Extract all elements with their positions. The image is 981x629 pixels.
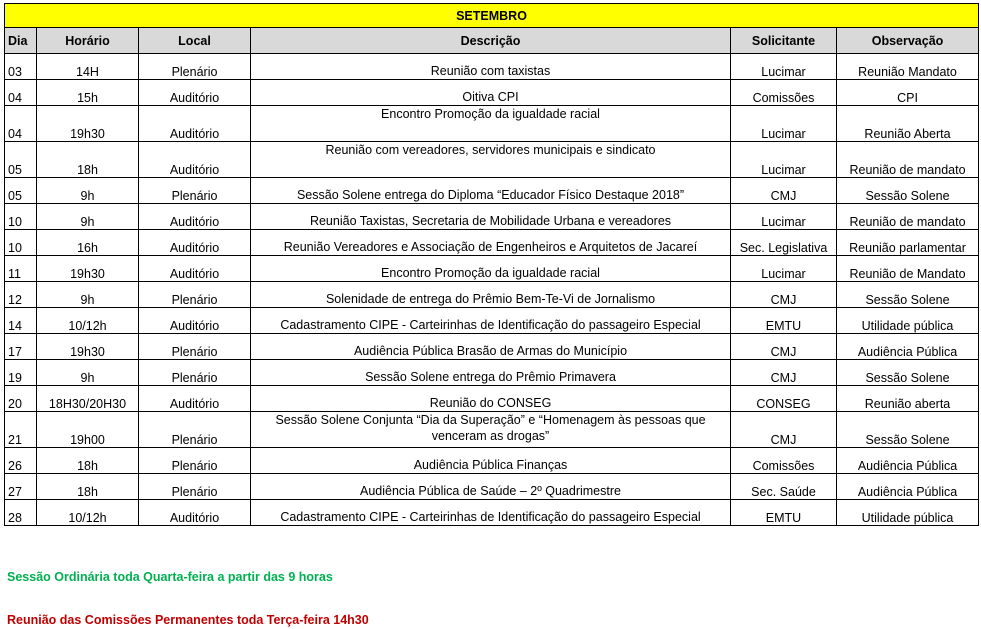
description-line: Oitiva CPI [462, 90, 519, 104]
observation-cell: Reunião Aberta [837, 106, 979, 142]
header-place: Local [139, 28, 251, 54]
header-observation: Observação [837, 28, 979, 54]
observation-cell: Reunião de mandato [837, 142, 979, 178]
day-cell: 17 [5, 334, 37, 360]
requester-cell: EMTU [731, 308, 837, 334]
place-cell: Plenário [139, 334, 251, 360]
place-cell: Plenário [139, 448, 251, 474]
description-line: Solenidade de entrega do Prêmio Bem-Te-Vi de Jornalismo [325, 292, 656, 306]
time-cell: 18H30/20H30 [37, 386, 139, 412]
time-cell: 10/12h [37, 500, 139, 526]
day-cell: 12 [5, 282, 37, 308]
table-row [5, 412, 979, 448]
time-cell: 18h [37, 142, 139, 178]
place-cell: Plenário [139, 178, 251, 204]
description-cell [251, 360, 731, 386]
description-line: Reunião Vereadores e Associação de Engenheiros e Arquitetos de Jacareí [283, 240, 698, 254]
month-title: SETEMBRO [5, 4, 979, 28]
requester-cell: CMJ [731, 360, 837, 386]
description-cell [251, 178, 731, 204]
place-cell: Auditório [139, 500, 251, 526]
description-cell [251, 54, 731, 80]
description-cell [251, 80, 731, 106]
requester-cell: Lucimar [731, 106, 837, 142]
description-cell [251, 500, 731, 526]
place-cell: Auditório [139, 142, 251, 178]
time-cell: 18h [37, 474, 139, 500]
requester-cell: CMJ [731, 282, 837, 308]
time-cell: 19h30 [37, 334, 139, 360]
requester-cell: Lucimar [731, 54, 837, 80]
requester-cell: Sec. Saúde [731, 474, 837, 500]
place-cell: Auditório [139, 204, 251, 230]
description-line: Reunião do CONSEG [429, 396, 552, 410]
place-cell: Plenário [139, 474, 251, 500]
time-cell: 10/12h [37, 308, 139, 334]
description-line: Cadastramento CIPE - Carteirinhas de Identificação do passageiro Especial [280, 510, 701, 524]
day-cell: 27 [5, 474, 37, 500]
day-cell: 10 [5, 230, 37, 256]
table-row [5, 256, 979, 282]
day-cell: 05 [5, 142, 37, 178]
observation-cell: Audiência Pública [837, 448, 979, 474]
place-cell: Auditório [139, 106, 251, 142]
time-cell: 19h30 [37, 256, 139, 282]
requester-cell: CMJ [731, 178, 837, 204]
day-cell: 04 [5, 106, 37, 142]
description-cell [251, 474, 731, 500]
month-row [5, 4, 979, 28]
table-row [5, 474, 979, 500]
schedule-table [4, 3, 979, 526]
description-line: Reunião Taxistas, Secretaria de Mobilidade Urbana e vereadores [309, 214, 672, 228]
day-cell: 05 [5, 178, 37, 204]
observation-cell: Reunião aberta [837, 386, 979, 412]
description-cell [251, 256, 731, 282]
table-row [5, 80, 979, 106]
day-cell: 03 [5, 54, 37, 80]
observation-cell: Sessão Solene [837, 282, 979, 308]
place-cell: Auditório [139, 256, 251, 282]
description-line: Reunião com vereadores, servidores municipais e sindicato [325, 143, 656, 157]
description-line: Audiência Pública de Saúde – 2º Quadrimestre [360, 484, 621, 498]
table-row [5, 308, 979, 334]
day-cell: 04 [5, 80, 37, 106]
observation-cell: Sessão Solene [837, 360, 979, 386]
requester-cell: Lucimar [731, 256, 837, 282]
header-time: Horário [37, 28, 139, 54]
time-cell: 19h00 [37, 412, 139, 448]
description-line: Sessão Solene entrega do Diploma “Educador Físico Destaque 2018” [296, 188, 685, 202]
schedule-body [5, 54, 979, 526]
day-cell: 14 [5, 308, 37, 334]
place-cell: Auditório [139, 308, 251, 334]
description-cell [251, 412, 731, 448]
place-cell: Plenário [139, 282, 251, 308]
time-cell: 9h [37, 282, 139, 308]
table-row [5, 106, 979, 142]
description-cell [251, 282, 731, 308]
day-cell: 10 [5, 204, 37, 230]
committees-meeting-note: Reunião das Comissões Permanentes toda Terça-feira 14h30 [7, 613, 369, 627]
requester-cell: CMJ [731, 412, 837, 448]
requester-cell: Lucimar [731, 142, 837, 178]
time-cell: 15h [37, 80, 139, 106]
time-cell: 9h [37, 204, 139, 230]
table-row [5, 230, 979, 256]
header-description: Descrição [251, 28, 731, 54]
description-line: Audiência Pública Finanças [413, 458, 568, 472]
description-cell [251, 448, 731, 474]
observation-cell: Reunião de Mandato [837, 256, 979, 282]
plenary-session-note: Sessão Ordinária toda Quarta-feira a partir das 9 horas [7, 570, 333, 584]
description-cell [251, 386, 731, 412]
place-cell: Plenário [139, 412, 251, 448]
requester-cell: Comissões [731, 80, 837, 106]
description-line: venceram as drogas” [431, 429, 550, 443]
table-row [5, 386, 979, 412]
day-cell: 28 [5, 500, 37, 526]
observation-cell: CPI [837, 80, 979, 106]
observation-cell: Reunião de mandato [837, 204, 979, 230]
description-line: Reunião com taxistas [430, 64, 551, 78]
description-line: Sessão Solene Conjunta “Dia da Superação” e “Homenagem às pessoas que [275, 413, 706, 427]
day-cell: 20 [5, 386, 37, 412]
day-cell: 19 [5, 360, 37, 386]
day-cell: 26 [5, 448, 37, 474]
table-row [5, 448, 979, 474]
observation-cell: Sessão Solene [837, 178, 979, 204]
description-line: Encontro Promoção da igualdade racial [381, 266, 600, 280]
time-cell: 19h30 [37, 106, 139, 142]
requester-cell: Lucimar [731, 204, 837, 230]
description-line: Sessão Solene entrega do Prêmio Primavera [365, 370, 616, 384]
table-row [5, 334, 979, 360]
place-cell: Auditório [139, 230, 251, 256]
day-cell: 11 [5, 256, 37, 282]
header-row [5, 28, 979, 54]
time-cell: 9h [37, 178, 139, 204]
table-row [5, 142, 979, 178]
requester-cell: CMJ [731, 334, 837, 360]
time-cell: 9h [37, 360, 139, 386]
observation-cell: Sessão Solene [837, 412, 979, 448]
place-cell: Auditório [139, 386, 251, 412]
table-row [5, 54, 979, 80]
time-cell: 14H [37, 54, 139, 80]
requester-cell: EMTU [731, 500, 837, 526]
table-row [5, 204, 979, 230]
observation-cell: Utilidade pública [837, 500, 979, 526]
table-row [5, 282, 979, 308]
place-cell: Auditório [139, 80, 251, 106]
requester-cell: Comissões [731, 448, 837, 474]
observation-cell: Reunião Mandato [837, 54, 979, 80]
observation-cell: Audiência Pública [837, 334, 979, 360]
place-cell: Plenário [139, 54, 251, 80]
time-cell: 16h [37, 230, 139, 256]
header-day: Dia [5, 28, 37, 54]
table-row [5, 360, 979, 386]
description-cell [251, 106, 731, 142]
observation-cell: Reunião parlamentar [837, 230, 979, 256]
table-row [5, 178, 979, 204]
description-cell [251, 334, 731, 360]
table-row [5, 500, 979, 526]
description-line: Encontro Promoção da igualdade racial [381, 107, 600, 121]
observation-cell: Audiência Pública [837, 474, 979, 500]
header-requester: Solicitante [731, 28, 837, 54]
time-cell: 18h [37, 448, 139, 474]
day-cell: 21 [5, 412, 37, 448]
description-cell [251, 204, 731, 230]
requester-cell: CONSEG [731, 386, 837, 412]
description-cell [251, 142, 731, 178]
place-cell: Plenário [139, 360, 251, 386]
description-line: Audiência Pública Brasão de Armas do Município [353, 344, 628, 358]
description-cell [251, 230, 731, 256]
description-line: Cadastramento CIPE - Carteirinhas de Identificação do passageiro Especial [280, 318, 701, 332]
observation-cell: Utilidade pública [837, 308, 979, 334]
description-cell [251, 308, 731, 334]
requester-cell: Sec. Legislativa [731, 230, 837, 256]
